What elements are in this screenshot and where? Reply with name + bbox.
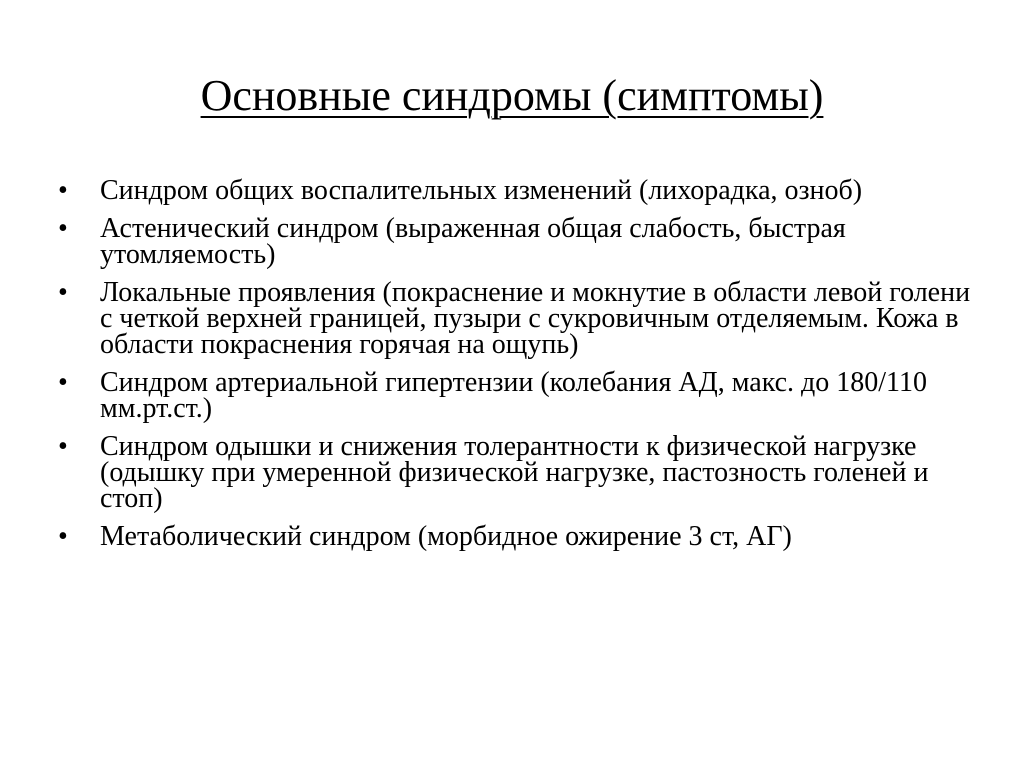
list-item-text: Синдром общих воспалительных изменений (лихорадка, озноб) [100,175,863,206]
list-item [58,175,978,206]
bullet-icon: • [58,367,68,398]
list-item [58,431,978,514]
bullet-list [58,175,978,562]
list-item [58,277,978,360]
list-item-text: Локальные проявления (покраснение и мокнутие в области левой голени с четкой верхней границей, пузыри с сукровичным отделяемым. Кожа в области покраснения горячая на ощупь) [100,277,971,360]
list-item-text: Синдром артериальной гипертензии (колебания АД, макс. до 180/110 мм.рт.ст.) [100,367,928,424]
bullet-icon: • [58,277,68,308]
slide-title-text: Основные синдромы (симптомы) [200,71,824,120]
list-item-text: Астенический синдром (выраженная общая слабость, быстрая утомляемость) [100,213,846,270]
bullet-icon: • [58,521,68,552]
slide-title [0,68,1024,124]
list-item-text: Метаболический синдром (морбидное ожирение 3 ст, АГ) [100,521,792,552]
list-item [58,367,978,424]
bullet-icon: • [58,213,68,244]
list-item [58,521,978,552]
bullet-icon: • [58,431,68,462]
bullet-icon: • [58,175,68,206]
list-item [58,213,978,270]
list-item-text: Синдром одышки и снижения толерантности к физической нагрузке (одышку при умеренной физической нагрузке, пастозность голеней и стоп) [100,431,929,514]
